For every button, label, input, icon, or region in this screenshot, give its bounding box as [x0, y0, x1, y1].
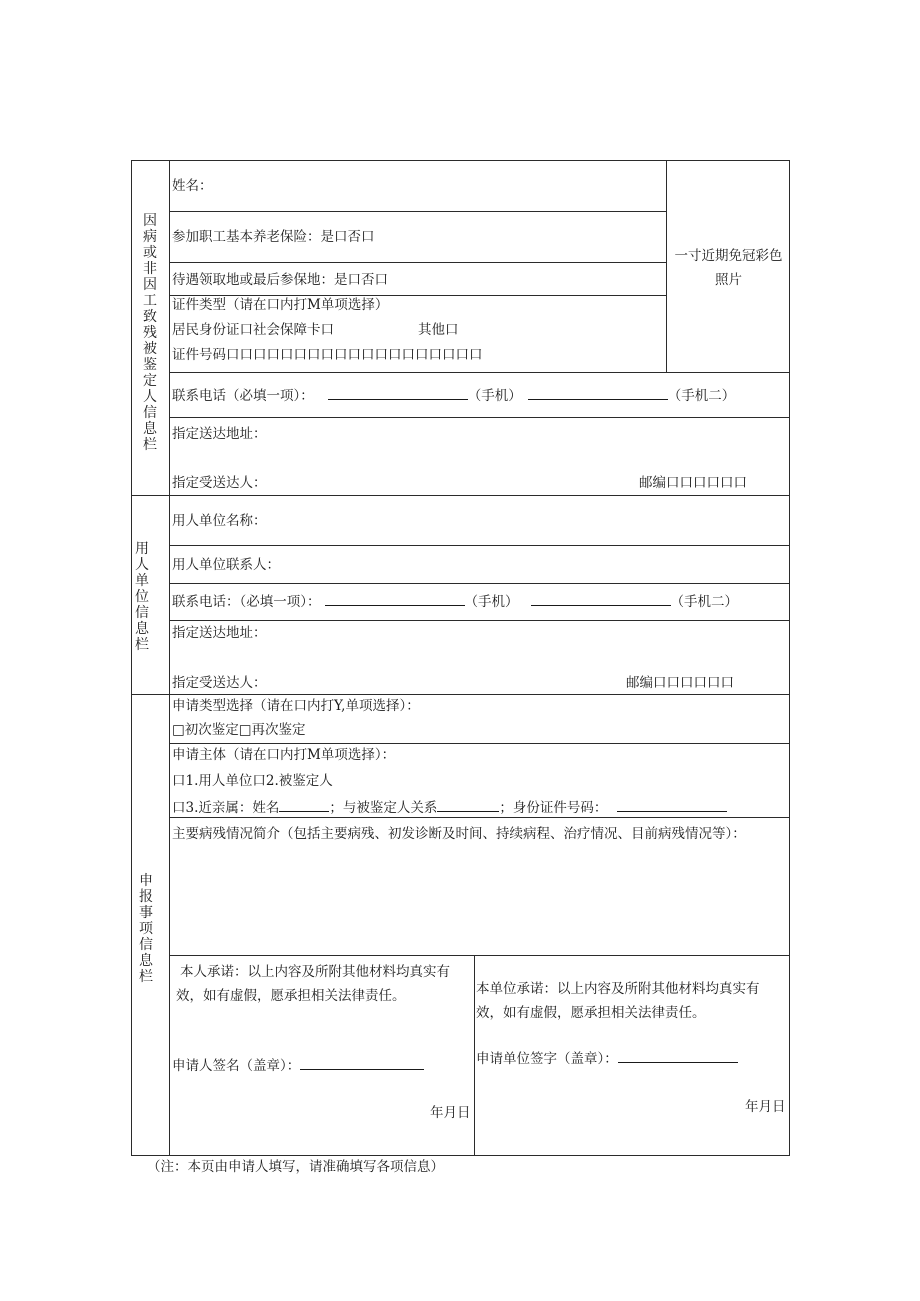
- id-type-other[interactable]: 其他口: [418, 322, 459, 338]
- phone-mobile2-input[interactable]: [528, 388, 668, 400]
- employer-sign-input[interactable]: [618, 1051, 738, 1063]
- section-divider: [131, 694, 790, 695]
- footer-note: （注：本页由申请人填写，请准确填写各项信息）: [147, 1159, 444, 1175]
- person-address-field[interactable]: 指定送达地址：: [172, 426, 267, 442]
- id-type-options[interactable]: 居民身份证口社会保障卡口: [172, 322, 334, 338]
- table-border-left: [131, 160, 132, 1156]
- row-divider: [169, 417, 789, 418]
- relative-id-input[interactable]: [617, 800, 727, 812]
- row-divider: [169, 955, 789, 956]
- phone-mobile1-input[interactable]: [325, 594, 465, 606]
- phone-mobile2-label: （手机二）: [670, 594, 738, 610]
- applicant-sign-input[interactable]: [300, 1058, 424, 1070]
- employer-sign-row: [476, 1050, 738, 1068]
- phone-label: 联系电话：（必填一项）：: [172, 594, 321, 610]
- table-border-top: [131, 160, 790, 161]
- applicant-sign-row: [172, 1057, 424, 1075]
- apply-subject-options[interactable]: 口1.用人单位口2.被鉴定人: [172, 773, 333, 789]
- relative-relation-input[interactable]: [437, 800, 499, 812]
- phone-mobile2-label: （手机二）: [667, 388, 736, 404]
- employer-sign-label: 申请单位签字（盖章）：: [476, 1051, 618, 1067]
- location-checkbox-row[interactable]: 待遇领取地或最后参保地：是口否口: [172, 272, 388, 288]
- row-divider: [169, 262, 666, 263]
- apply-subject-title: 申请主体（请在口内打M单项选择）：: [172, 747, 396, 763]
- row-divider: [169, 211, 666, 212]
- relative-row: [172, 799, 727, 817]
- id-number-field[interactable]: 证件号码口口口口口口口口口口口口口口口口口口口: [172, 347, 483, 363]
- table-border-right: [789, 160, 790, 1156]
- row-divider: [169, 743, 789, 744]
- section-application-label: 申报事项信息栏: [139, 873, 153, 985]
- section-divider: [131, 495, 790, 496]
- employer-contact-field[interactable]: 用人单位联系人：: [172, 557, 280, 573]
- row-divider: [169, 583, 789, 584]
- pledge-divider: [474, 955, 475, 1156]
- row-divider: [169, 620, 789, 621]
- relative-relation-label: ；与被鉴定人关系: [329, 800, 438, 816]
- relative-id-label: ；身份证件号码：: [499, 800, 608, 816]
- person-postcode-field[interactable]: 邮编口口口口口口: [639, 475, 747, 491]
- applicant-sign-label: 申请人签名（盖章）：: [172, 1058, 301, 1074]
- relative-prefix: 口3.近亲属：姓名: [172, 800, 280, 816]
- section-employer-label: 用人单位信息栏: [135, 541, 149, 653]
- apply-type-options[interactable]: □初次鉴定□再次鉴定: [172, 722, 306, 738]
- apply-type-title: 申请类型选择（请在口内打Y,单项选择）：: [172, 698, 420, 714]
- phone-mobile1-input[interactable]: [328, 388, 468, 400]
- illness-summary-field[interactable]: 主要病残情况简介（包括主要病残、初发诊断及时间、持续病程、治疗情况、目前病残情况等）：: [172, 826, 746, 842]
- photo-box-divider: [666, 160, 667, 372]
- person-phone-row: [172, 387, 735, 405]
- employer-postcode-field[interactable]: 邮编口口口口口口: [626, 675, 734, 691]
- section-person-label: 因病或非因工致残被鉴定人信息栏: [143, 213, 157, 453]
- phone-mobile1-label: （手机）: [467, 388, 522, 404]
- person-name-field[interactable]: 姓名：: [172, 178, 213, 194]
- phone-label: 联系电话（必填一项）：: [172, 388, 314, 404]
- employer-date: 年月日: [745, 1099, 786, 1115]
- phone-mobile2-input[interactable]: [531, 594, 671, 606]
- table-border-bottom: [131, 1155, 790, 1156]
- row-divider: [169, 817, 789, 818]
- personal-pledge: 本人承诺：以上内容及所附其他材料均真实有效，如有虚假，愿承担相关法律责任。: [176, 964, 450, 1004]
- employer-name-field[interactable]: 用人单位名称：: [172, 513, 267, 529]
- insurance-checkbox-row[interactable]: 参加职工基本养老保险：是口否口: [172, 229, 375, 245]
- row-divider: [169, 545, 789, 546]
- employer-pledge: 本单位承诺：以上内容及所附其他材料均真实有效，如有虚假，愿承担相关法律责任。: [476, 981, 760, 1021]
- applicant-date: 年月日: [430, 1105, 471, 1121]
- employer-address-field[interactable]: 指定送达地址：: [172, 625, 267, 641]
- phone-mobile1-label: （手机）: [464, 594, 519, 610]
- employer-recipient-field[interactable]: 指定受送达人：: [172, 675, 267, 691]
- row-divider: [169, 372, 789, 373]
- id-type-title: 证件类型（请在口内打M单项选择）: [172, 297, 389, 313]
- relative-name-input[interactable]: [279, 800, 329, 812]
- label-column-divider: [169, 160, 170, 1156]
- person-recipient-field[interactable]: 指定受送达人：: [172, 475, 267, 491]
- photo-placeholder: 一寸近期免冠彩色照片: [674, 248, 783, 288]
- employer-phone-row: [172, 593, 738, 611]
